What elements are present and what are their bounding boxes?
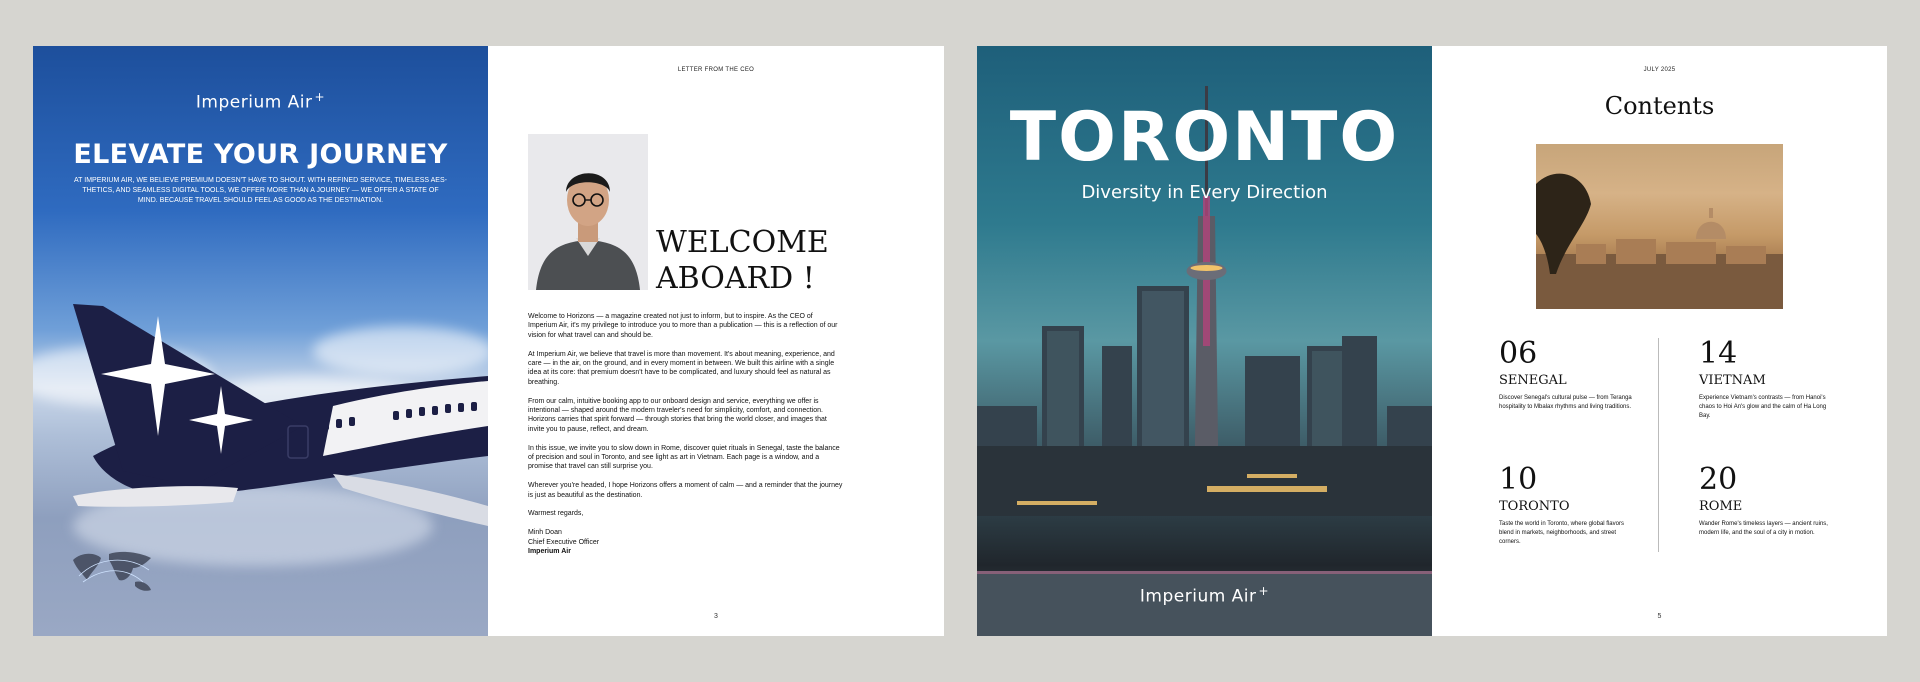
letter-paragraph: From our calm, intuitive booking app to our onboard design and service, everything we offer is intentional — shaped around the modern traveler's need for simplicity, comfort, and connection. Horizons carries that spirit forward — through stories that bring the world closer, and images that invite you to pause, reflect, and dream. [528,397,827,433]
running-head: JULY 2025 [1643,67,1676,73]
page-number: 3 [714,613,718,620]
entry-description: Taste the world in Toronto, where global flavors blend in markets, neighborhoods, and street corners. [1499,521,1624,545]
rome-photo [1536,144,1783,309]
entry-page-number: 06 [1499,336,1538,371]
world-map-icon [69,546,159,598]
entry-page-number: 14 [1699,336,1738,371]
column-divider [1658,338,1659,552]
sparkle-icon: + [314,90,326,104]
cover-page-toronto [977,46,1432,636]
letter-paragraph: At Imperium Air, we believe that travel is more than movement. It's about meaning, experience, and care — in the air, on the ground, and in every moment in between. We built this airline with a single idea at its core: that premium doesn't have to be complicated, and luxury should feel as natural as breathing. [528,350,835,386]
entry-description: Experience Vietnam's contrasts — from Hanoi's chaos to Hoi An's glow and the calm of Ha Long Bay. [1699,395,1827,419]
letter-body [528,312,843,556]
contents-title: Contents [1604,92,1715,120]
letter-paragraph: Welcome to Horizons — a magazine created not just to inform, but to inspire. As the CEO of Imperium Air, it's my privilege to introduce you to more than a publication — this is a reflection of our vision for what travel can and should be. [528,313,838,339]
entry-description: Wander Rome's timeless layers — ancient ruins, modern life, and the soul of a city in motion. [1699,521,1828,536]
cover-subline: AT IMPERIUM AIR, WE BELIEVE PREMIUM DOESN'T HAVE TO SHOUT. WITH REFINED SERVICE, TIMELESS AES-THETICS, AND SEAMLESS DIGITAL TOOLS, WE OFFER MORE THAN A JOURNEY — WE OFFER A STATE OF MIND. BECAUSE TRAVEL SHOULD FEEL AS GOOD AS THE DESTINATION. [74,177,447,204]
signer-name: Minh Doan [528,529,562,537]
brand-logo: Imperium Air + [195,90,326,113]
cover-city-subtitle: Diversity in Every Direction [1081,182,1328,203]
cover-page-elevate [33,46,488,636]
entry-description: Discover Senegal's cultural pulse — from Teranga hospitality to Mbalax rhythms and living traditions. [1499,395,1632,410]
entry-page-number: 20 [1699,462,1738,497]
entry-title: SENEGAL [1499,373,1567,388]
entry-title: ROME [1699,499,1743,514]
contents-entry[interactable] [1699,464,1839,538]
signer-company: Imperium Air [528,548,571,556]
brand-logo: Imperium Air + [1139,584,1270,607]
letter-paragraph: Wherever you're headed, I hope Horizons offers a moment of calm — and a reminder that the journey is just as beautiful as the destination. [528,482,843,499]
contents-entry[interactable] [1499,338,1639,412]
page-number: 5 [1657,613,1662,620]
letter-page [488,46,944,636]
entry-page-number: 10 [1499,462,1538,497]
letter-closing: Warmest regards, [528,510,584,518]
signature-block [528,528,843,556]
running-head: LETTER FROM THE CEO [677,67,755,73]
entry-title: TORONTO [1499,499,1570,514]
cover-city-title: TORONTO [1009,98,1400,177]
airplane-illustration [33,256,488,556]
welcome-heading [656,225,829,297]
sparkle-icon: + [1258,584,1270,598]
entry-title: VIETNAM [1699,373,1766,388]
cover-headline: ELEVATE YOUR JOURNEY [73,139,448,170]
welcome-line-2: ABOARD ! [656,261,815,296]
signer-title: Chief Executive Officer [528,538,600,546]
letter-paragraph: In this issue, we invite you to slow down in Rome, discover quiet rituals in Senegal, taste the balance of precision and soul in Toronto, and see light as art in Vietnam. Each page is a window, and a promise that travel can still surprise you. [528,444,840,471]
contents-page [1432,46,1887,636]
contents-entry[interactable] [1499,464,1639,547]
ceo-portrait [528,134,648,290]
welcome-line-1: WELCOME [656,225,829,260]
contents-entry[interactable] [1699,338,1839,421]
